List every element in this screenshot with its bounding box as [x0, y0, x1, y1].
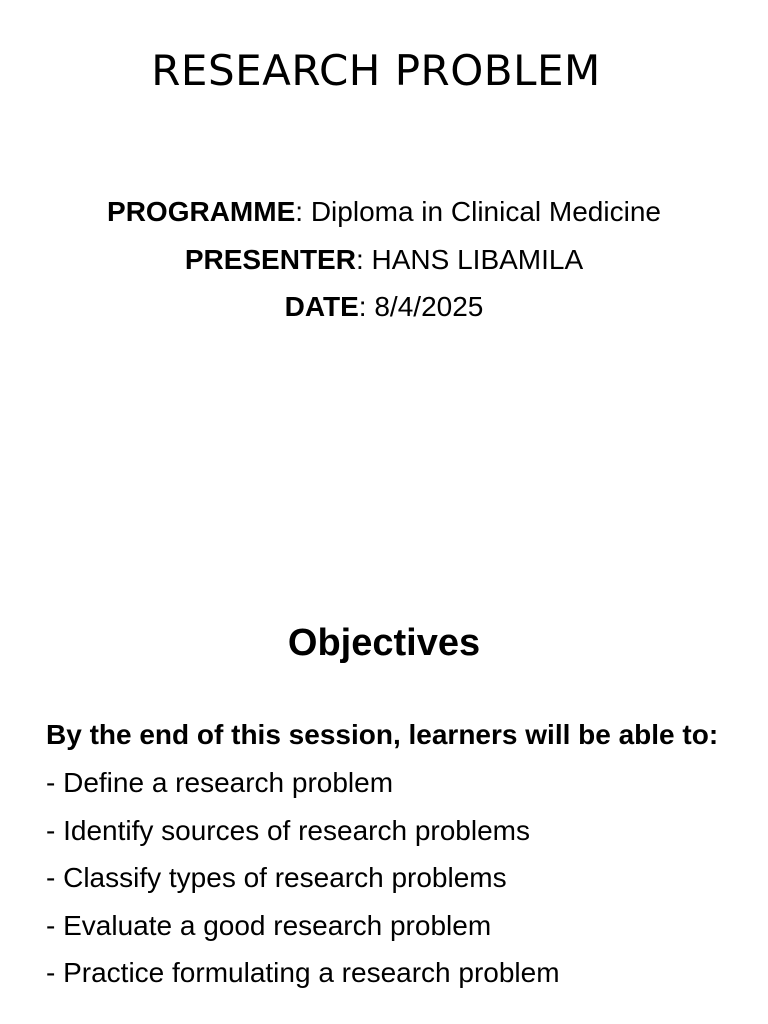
programme-separator: :: [295, 196, 311, 227]
list-item: - Identify sources of research problems: [46, 814, 530, 846]
presenter-value: HANS LIBAMILA: [371, 243, 584, 275]
presenter-label: PRESENTER: [184, 243, 356, 275]
date-value: 8/4/2025: [374, 291, 484, 322]
list-item: - Evaluate a good research problem: [46, 909, 492, 941]
list-item: - Practice formulating a research problem: [46, 957, 560, 988]
presenter-separator: :: [355, 243, 372, 275]
date-line: [0, 283, 768, 331]
objectives-title: Objectives: [287, 622, 481, 664]
date-separator: :: [358, 291, 375, 322]
programme-label: PROGRAMME: [107, 196, 296, 227]
objectives-body: [46, 714, 726, 997]
slide-title: RESEARCH PROBLEM: [151, 46, 601, 95]
list-item: - Define a research problem: [46, 767, 394, 798]
list-item: - Classify types of research problems: [46, 862, 507, 893]
programme-value: Diploma in Clinical Medicine: [310, 196, 661, 227]
objectives-lead: By the end of this session, learners will be able to:: [46, 719, 719, 750]
presenter-line: [0, 236, 768, 284]
objectives-list: [46, 759, 726, 997]
presentation-details: [0, 188, 768, 331]
date-label: DATE: [284, 291, 359, 322]
programme-line: [0, 188, 768, 236]
